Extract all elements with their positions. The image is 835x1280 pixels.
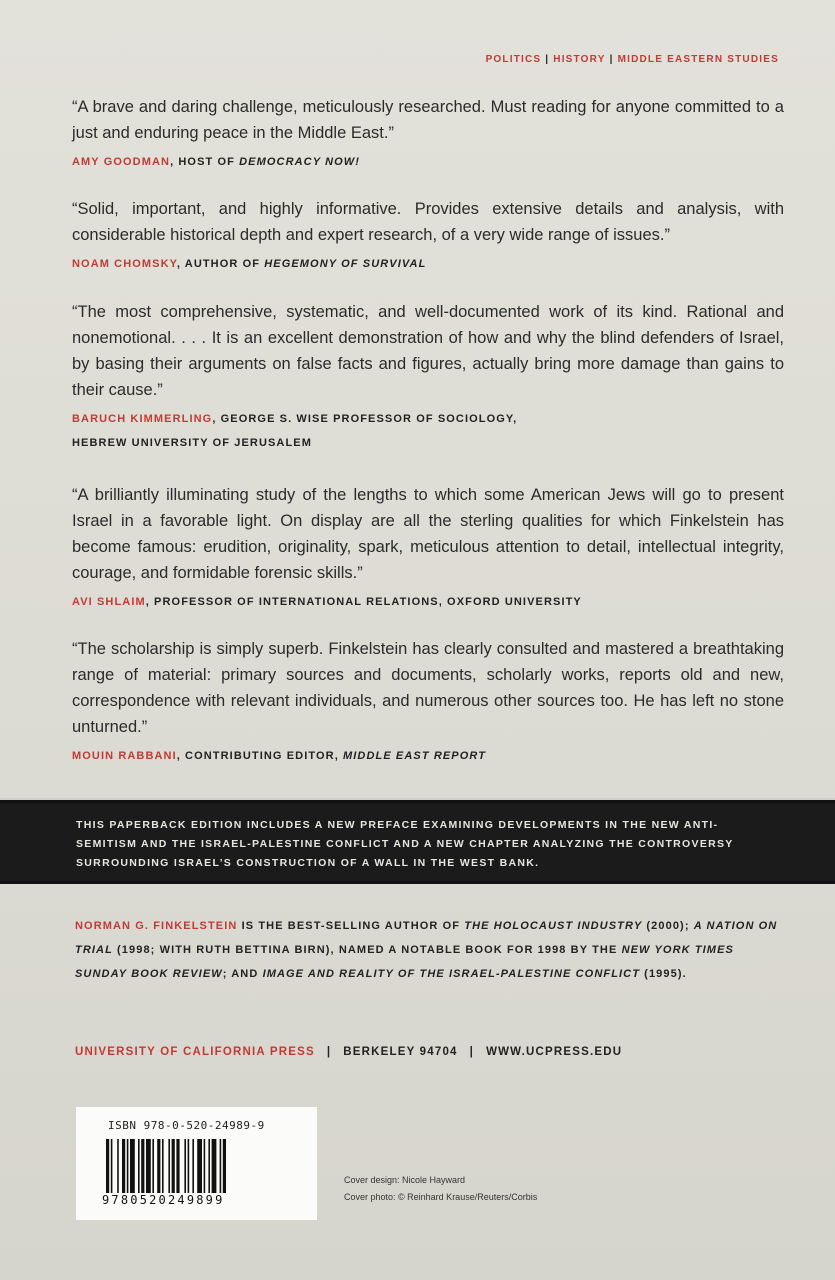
bio-text: (1998; WITH RUTH BETTINA BIRN), NAMED A NOTABLE BOOK FOR 1998 BY THE — [112, 944, 622, 956]
attribution-title: DEMOCRACY NOW! — [239, 156, 361, 168]
attribution-name: AMY GOODMAN — [72, 156, 171, 168]
barcode-panel — [76, 1107, 317, 1220]
blurb-attribution — [72, 744, 784, 768]
category-item: MIDDLE EASTERN STUDIES — [617, 54, 779, 65]
attribution-name: MOUIN RABBANI — [72, 750, 177, 762]
publisher-line — [75, 1046, 622, 1058]
attribution-role: , PROFESSOR OF INTERNATIONAL RELATIONS, OXFORD UNIVERSITY — [145, 596, 582, 608]
bio-text: ; AND — [222, 968, 263, 980]
blurb-quote: “The scholarship is simply superb. Finkelstein has clearly consulted and mastered a breathtaking range of material: primary sources and documents, scholarly works, reports old and new, correspondence with relevant individuals, and numerous other sources too. He has left no stone unturned.” — [72, 640, 784, 736]
category-separator: | — [609, 54, 614, 65]
barcode-icon — [106, 1139, 286, 1199]
author-bio — [75, 914, 787, 986]
barcode-bar — [204, 1139, 206, 1199]
barcode-bar — [117, 1139, 119, 1199]
barcode-bar — [208, 1139, 210, 1199]
barcode-bar — [138, 1139, 140, 1199]
author-name: NORMAN G. FINKELSTEIN — [75, 920, 238, 932]
barcode-bar — [162, 1139, 164, 1199]
barcode-bar — [188, 1139, 190, 1199]
bio-text: IS THE BEST-SELLING AUTHOR OF — [237, 920, 465, 932]
category-line — [486, 54, 779, 65]
barcode-bar — [220, 1139, 222, 1199]
blurb-quote: “The most comprehensive, systematic, and well-documented work of its kind. Rational and nonemotional. . . . It is an excellent demonstration of how and why the blind defenders of Israel, by basing their arguments on false facts and figures, actually bring more damage than gains to their cause.” — [72, 303, 784, 399]
blurb — [72, 636, 784, 768]
bio-text: (2000); — [642, 920, 694, 932]
barcode-bar — [152, 1139, 154, 1199]
barcode-bar — [172, 1139, 175, 1199]
blurb — [72, 299, 784, 455]
publisher-separator: | — [326, 1046, 332, 1058]
cover-design-credit: Cover design: Nicole Hayward — [344, 1175, 466, 1185]
barcode-bar — [157, 1139, 160, 1199]
blurb — [72, 482, 784, 614]
barcode-bar — [127, 1139, 129, 1199]
attribution-name: BARUCH KIMMERLING — [72, 413, 213, 425]
barcode-bar — [111, 1139, 113, 1199]
barcode-bar — [106, 1139, 109, 1199]
attribution-role: , AUTHOR OF — [176, 258, 265, 270]
blurb-attribution — [72, 150, 784, 174]
blurb-attribution — [72, 252, 784, 276]
barcode-bar — [141, 1139, 144, 1199]
attribution-name: AVI SHLAIM — [72, 596, 146, 608]
blurb-quote: “A brave and daring challenge, meticulously researched. Must reading for anyone committed to a just and enduring peace in the Middle East.” — [72, 98, 784, 142]
bio-text: (1995). — [640, 968, 687, 980]
edition-note: THIS PAPERBACK EDITION INCLUDES A NEW PREFACE EXAMINING DEVELOPMENTS IN THE NEW ANTI-SEMITISM AND THE ISRAEL-PALESTINE CONFLICT AND A NEW CHAPTER ANALYZING THE CONTROVERSY SURROUNDING ISRAEL’S CONSTRUCTION OF A WALL IN THE WEST BANK. — [76, 819, 734, 869]
barcode-bar — [184, 1139, 186, 1199]
isbn-label: ISBN 978-0-520-24989-9 — [108, 1119, 265, 1132]
blurb-quote: “A brilliantly illuminating study of the lengths to which some American Jews will go to present Israel in a favorable light. On display are all the sterling qualities for which Finkelstein has become famous: erudition, originality, spark, meticulous attention to detail, intellectual integrity, courage, and formidable forensic skills.” — [72, 486, 784, 582]
category-item: POLITICS — [485, 54, 542, 65]
blurb-quote: “Solid, important, and highly informative. Provides extensive details and analysis, with considerable historical depth and expert research, of a very wide range of issues.” — [72, 200, 784, 244]
blurb-attribution — [72, 590, 784, 614]
blurb — [72, 94, 784, 174]
cover-photo-credit: Cover photo: © Reinhard Krause/Reuters/Corbis — [344, 1192, 538, 1202]
barcode-digits: 9780520249899 — [102, 1193, 225, 1207]
barcode-bar — [176, 1139, 179, 1199]
barcode-bar — [130, 1139, 135, 1199]
cover-credits — [344, 1172, 537, 1206]
attribution-title: MIDDLE EAST REPORT — [343, 750, 487, 762]
attribution-role: , HOST OF — [170, 156, 240, 168]
blurb — [72, 196, 784, 276]
barcode-bar — [122, 1139, 125, 1199]
attribution-affiliation: HEBREW UNIVERSITY OF JERUSALEM — [72, 437, 312, 449]
category-item: HISTORY — [553, 54, 606, 65]
book-title: A NATION ON TRIAL — [75, 920, 778, 956]
publisher-city: BERKELEY 94704 — [343, 1046, 458, 1058]
publisher-url: WWW.UCPRESS.EDU — [486, 1046, 623, 1058]
barcode-bar — [197, 1139, 202, 1199]
barcode-bar — [168, 1139, 170, 1199]
attribution-title: HEGEMONY OF SURVIVAL — [264, 258, 427, 270]
barcode-bar — [192, 1139, 194, 1199]
attribution-name: NOAM CHOMSKY — [72, 258, 177, 270]
attribution-role: , CONTRIBUTING EDITOR, — [176, 750, 344, 762]
category-separator: | — [545, 54, 550, 65]
barcode-bar — [212, 1139, 217, 1199]
barcode-bar — [223, 1139, 226, 1199]
book-title: IMAGE AND REALITY OF THE ISRAEL-PALESTINE CONFLICT — [262, 968, 641, 980]
publisher-separator: | — [469, 1046, 475, 1058]
publication-title: NEW YORK TIMES SUNDAY BOOK REVIEW — [75, 944, 734, 980]
blurb-attribution — [72, 407, 784, 455]
attribution-role: , GEORGE S. WISE PROFESSOR OF SOCIOLOGY, — [212, 413, 518, 425]
book-title: THE HOLOCAUST INDUSTRY — [464, 920, 643, 932]
barcode-bar — [146, 1139, 151, 1199]
publisher-name: UNIVERSITY OF CALIFORNIA PRESS — [75, 1046, 315, 1058]
